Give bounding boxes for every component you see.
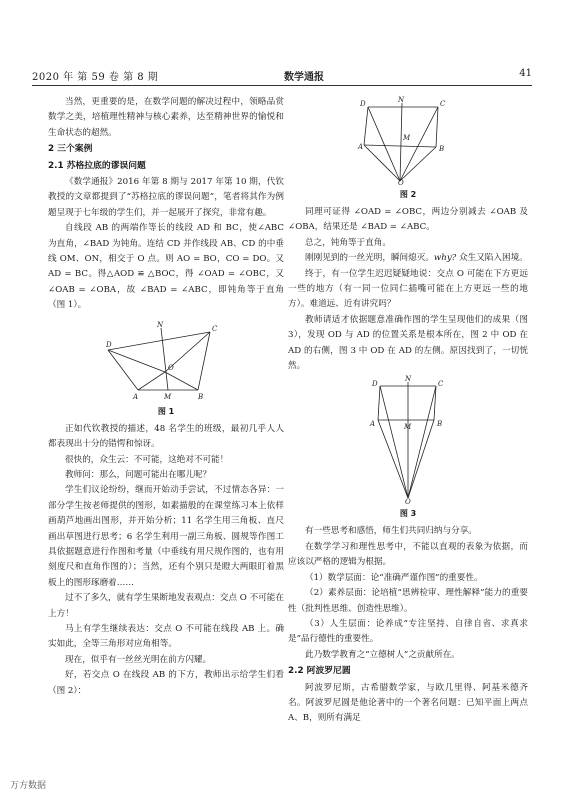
figure-2-caption: 图 2 (399, 190, 417, 199)
label-D: D (372, 380, 378, 389)
label-A: A (370, 420, 376, 429)
paragraph: 学生们议论纷纷，继而开始动手尝试，不过情态各异：一部分学生按老师提供的图形，如素描般的在课堂练习本上依样画葫芦地画出图形，并开始分析；11 名学生用三角板、直尺画出草图进行思考；6 名学生利用一副三角板、圆规等作图工具依据题意进行作图和考量（中垂线有用尺规作图的，也有用刻度尺和直角作图的）；当然，还有个别只是瞪大两眼盯着黑板上的图形琢磨着…… (48, 485, 284, 588)
label-O: O (168, 363, 174, 372)
header-rule (32, 85, 532, 86)
journal-title: 数学通报 (284, 72, 324, 83)
paragraph: 终于，有一位学生迟迟疑疑地说：交点 O 可能在下方更远一些的地方（有一同一位同仁插嘴可能在上方更远一些的地方）。难道远、近有讲究吗？ (288, 268, 528, 310)
figure-3-caption: 图 3 (399, 509, 417, 519)
label-C: C (438, 380, 444, 389)
figure-1 (106, 320, 226, 402)
paragraph: 好，若交点 O 在线段 AB 的下方，教师出示给学生们看（图 2）： (48, 670, 284, 696)
figure-3-diagram (368, 375, 448, 507)
label-A: A (133, 392, 139, 401)
paragraph: 现在，似乎有一丝丝光明在前方闪耀。 (65, 654, 212, 665)
subsection-heading: 2.1 苏格拉底的谬误问题 (48, 160, 146, 171)
why-text: why? (433, 253, 457, 264)
paragraph: （2）素养层面：论培植“思辨检审、理性解释”能力的重要性（批判性思维、创造性思维）。 (288, 588, 528, 614)
paragraph: 正如代钦教授的描述，48 名学生的班级，最初几乎人人都表现出十分的错愕和惊讶。 (48, 423, 284, 450)
label-O: O (405, 498, 411, 507)
watermark-footer: 万方数据 (10, 781, 47, 791)
left-column (48, 95, 284, 699)
paragraph: （3）人生层面：论养成“专注坚持、自律自省、求真求是”品行德性的重要性。 (288, 618, 528, 645)
label-N: N (157, 320, 164, 329)
label-C: C (212, 324, 218, 333)
figure-1-caption: 图 1 (157, 406, 175, 416)
label-M: M (404, 423, 412, 432)
figure-3 (368, 375, 448, 507)
paragraph: 教师问：那么，问题可能出在哪儿呢？ (65, 469, 212, 480)
label-M: M (403, 134, 411, 142)
figure-1-diagram (106, 320, 226, 402)
label-B: B (439, 145, 445, 153)
paragraph: 当然，更重要的是，在数学问题的解决过程中，领略品赏数学之美，培植理性精神与核心素养，达至精神世界的愉悦和生命状态的超然。 (48, 97, 284, 138)
label-M: M (164, 392, 172, 401)
page-number: 41 (519, 68, 532, 79)
label-O: O (398, 179, 404, 187)
paragraph: （1）数学层面：论“准确严谨作图”的重要性。 (305, 572, 483, 583)
label-C: C (440, 100, 446, 108)
paragraph: 阿波罗尼斯，古希腊数学家，与欧几里得、阿基米德齐名。阿波罗尼圆是他论著中的一个著名问题：已知平面上两点 A、B，则所有满足 (288, 682, 528, 724)
paragraph: 在数学学习和理性思考中，不能以直观的表象为依据，而应该以严格的逻辑为根据。 (288, 541, 528, 568)
subsection-heading: 2.2 阿波罗尼圆 (288, 666, 351, 677)
figure-2 (358, 97, 458, 185)
label-B: B (198, 392, 204, 401)
label-D: D (360, 100, 366, 108)
paragraph-text: 众生又陷入困境。 (456, 253, 528, 264)
right-column (288, 95, 528, 727)
paragraph (288, 251, 528, 266)
section-heading: 2 三个案例 (48, 144, 93, 155)
label-N: N (398, 96, 405, 104)
paragraph: 有一些思考和感悟，师生们共同归纳与分享。 (305, 526, 477, 537)
paragraph: 很快的，众生云：不可能，这绝对不可能！ (65, 454, 229, 465)
paragraph: 《数学通报》2016 年第 8 期与 2017 年第 10 期，代钦教授的文章都提到了“苏格拉底的谬误问题”，笔者将其作为例题呈现于七年级的学生们，并一起展开了探究，非常有趣。 (48, 177, 284, 218)
paragraph: 过不了多久，就有学生果断地发表观点：交点 O 不可能在上方！ (48, 593, 284, 619)
paragraph: 教师请适才依据题意准确作图的学生呈现他们的成果（图 3），发现 OD 与 AD 的位置关系是根本所在，图 2 中 OD 在 AD 的右侧，图 3 中 OD 在 AD 的左侧。原因找到了，一切恍然。 (288, 314, 528, 372)
paragraph: 总之，钝角等于直角。 (305, 237, 391, 248)
figure-2-diagram (358, 97, 458, 185)
paragraph: 同理可证得 ∠OAD = ∠OBC，两边分别减去 ∠OAB 及 ∠OBA，结果还是 ∠BAD = ∠ABC。 (288, 207, 528, 233)
page-header (32, 68, 532, 84)
label-N: N (405, 375, 412, 384)
paragraph: 自线段 AB 的两端作等长的线段 AD 和 BC，使∠ABC 为直角，∠BAD 为钝角。连结 CD 并作线段 AB、CD 的中垂线 OM、ON，相交于 O 点。则 AO = BO，CO = DO。又 AD = BC。得△AOD ≌ △BOC，得 ∠OAD = ∠OBC，又 ∠OAB = ∠OBA，故 ∠BAD = ∠ABC，即钝角等于直角（图 1）。 (48, 223, 284, 311)
paragraph: 此乃数学教育之“立德树人”之贡献所在。 (305, 649, 460, 660)
label-B: B (437, 420, 443, 429)
label-D: D (106, 340, 112, 349)
label-A: A (358, 143, 364, 151)
paragraph: 马上有学生继续表达：交点 O 不可能在线段 AB 上。确实如此，全等三角形对应角相等。 (48, 623, 284, 650)
journal-issue: 2020 年 第 59 卷 第 8 期 (32, 72, 159, 83)
paragraph-text: 刚刚见到的一丝光明，瞬间熄灭。 (305, 253, 434, 264)
